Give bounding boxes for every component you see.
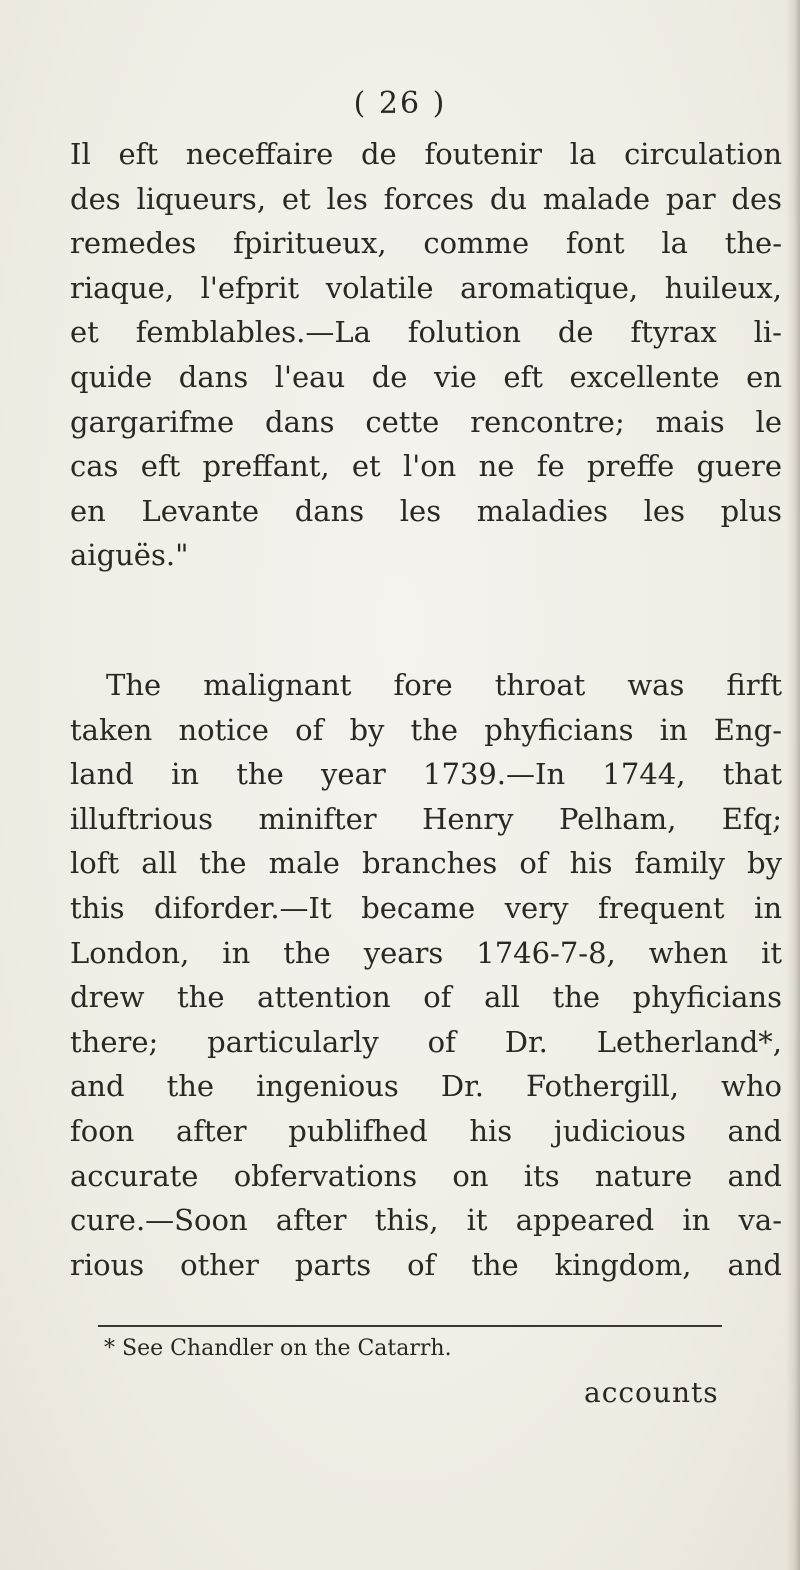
text-line: The malignant fore throat was firft: [106, 668, 782, 702]
text-line: taken notice of by the phyficians in Eng-: [70, 712, 782, 747]
text-line: Il eft neceffaire de foutenir la circulation: [70, 137, 782, 171]
text-line: remedes fpiritueux, comme font la the-: [70, 226, 782, 261]
text-line: aiguës.": [70, 538, 189, 573]
text-line: des liqueurs, et les forces du malade par des: [70, 181, 782, 216]
footnote-divider: [98, 1325, 722, 1327]
page-number: ( 26 ): [353, 86, 447, 121]
text-line: land in the year 1739.—In 1744, that: [70, 757, 782, 792]
text-line: en Levante dans les maladies les plus: [70, 493, 782, 528]
text-line: illuftrious minifter Henry Pelham, Efq;: [70, 801, 782, 836]
text-line: rious other parts of the kingdom, and: [70, 1247, 782, 1282]
text-line: gargarifme dans cette rencontre; mais le: [70, 404, 782, 439]
text-line: and the ingenious Dr. Fothergill, who: [70, 1069, 782, 1104]
text-line: drew the attention of all the phyficians: [70, 980, 782, 1015]
text-line: cas eft preffant, et l'on ne fe preffe guere: [70, 449, 782, 484]
catchword: accounts: [584, 1376, 719, 1409]
text-line: cure.—Soon after this, it appeared in va-: [70, 1203, 782, 1238]
text-line: riaque, l'efprit volatile aromatique, huileux,: [70, 270, 782, 305]
text-line: loft all the male branches of his family by: [70, 846, 782, 881]
page-edge-shadow: [786, 0, 800, 1570]
text-line: foon after publifhed his judicious and: [70, 1113, 782, 1148]
text-line: there; particularly of Dr. Letherland*,: [70, 1024, 782, 1059]
text-line: this diforder.—It became very frequent in: [70, 890, 782, 925]
text-line: quide dans l'eau de vie eft excellente en: [70, 359, 782, 394]
footnote: * See Chandler on the Catarrh.: [104, 1336, 452, 1361]
text-line: accurate obfervations on its nature and: [70, 1158, 782, 1193]
text-line: London, in the years 1746-7-8, when it: [70, 935, 782, 970]
text-line: et femblables.—La folution de ftyrax li-: [70, 315, 782, 350]
english-body-paragraph: [70, 663, 782, 1287]
french-quotation-paragraph: [70, 132, 782, 578]
